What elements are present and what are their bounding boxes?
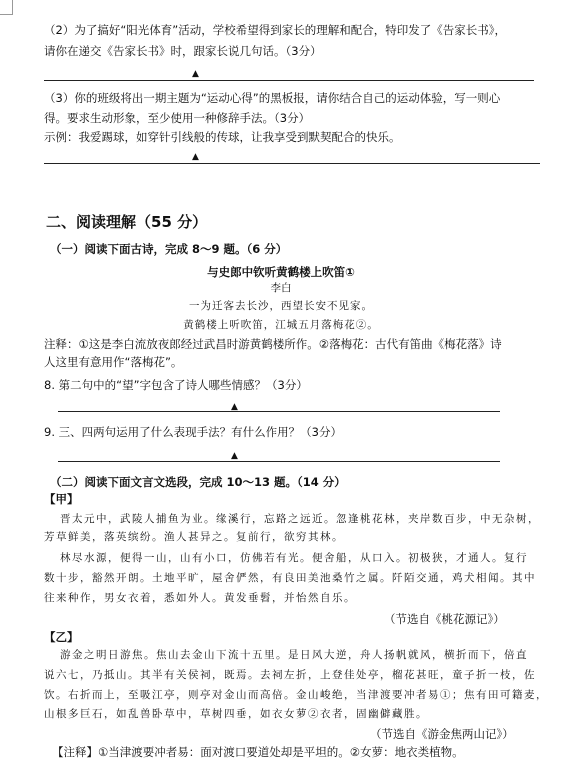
yi-line-1: 游金之明日游焦。焦山去金山下流十五里。是日风大逆，舟人扬帆就风，横折而下，倍直: [60, 649, 528, 661]
section-2-title: 二、阅读理解（55 分）: [46, 213, 208, 231]
jia-source: （节选自《桃花源记》）: [384, 612, 505, 626]
passage-jia-label: 【甲】: [44, 492, 79, 506]
q3-line-2: 得。要求生动形象，至少使用一种修辞手法。（3分）: [44, 111, 311, 125]
q8-answer-line: [58, 411, 500, 412]
q2-line-1: （2）为了搞好“阳光体育”活动，学校希望得到家长的理解和配合，特印发了《告家长书》，: [44, 23, 506, 37]
poem-title: 与史郎中钦听黄鹤楼上吹笛①: [207, 265, 355, 279]
poem-note-line-1: 注释：①这是李白流放夜郎经过武昌时游黄鹤楼所作。②落梅花：古代有笛曲《梅花落》诗: [44, 337, 502, 351]
jia-p2-line-2: 数十步，豁然开朗。土地平旷，屋舍俨然，有良田美池桑竹之属。阡陌交通，鸡犬相闻。其中: [44, 572, 536, 584]
q2-answer-marker: ▲: [192, 69, 199, 79]
jia-p1-line-2: 芳草鲜美，落英缤纷。渔人甚异之。复前行，欲穷其林。: [44, 531, 344, 543]
jia-p2-line-1: 林尽水源，便得一山，山有小口，仿佛若有光。便舍船，从口入。初极狭，才通人。复行: [60, 552, 528, 564]
yi-source: （节选自《游金焦两山记》）: [370, 727, 514, 741]
yi-line-2: 说六七，乃抵山。其半有关侯祠，既焉。去祠左折，上登佳处亭，榴花甚旺，童子折一枝，佐: [44, 669, 536, 681]
part1-heading: （一）阅读下面古诗，完成 8～9 题。（6 分）: [50, 242, 288, 256]
q3-line-1: （3）你的班级将出一期主题为“运动心得”的黑板报，请你结合自己的运动体验，写一则心: [44, 91, 501, 105]
q3-example: 示例：我爱踢球，如穿针引线般的传球，让我享受到默契配合的快乐。: [44, 130, 401, 144]
poem-author: 李白: [270, 282, 292, 294]
q2-line-2: 请你在递交《告家长书》时，跟家长说几句话。（3分）: [44, 44, 322, 58]
yi-note: 【注释】①当津渡要冲者易：面对渡口要道处却是平坦的。②女萝：地衣类植物。: [52, 745, 464, 759]
jia-p1-line-1: 晋太元中，武陵人捕鱼为业。缘溪行，忘路之远近。忽逢桃花林，夹岸数百步，中无杂树，: [60, 513, 540, 525]
q2-answer-line: [44, 80, 534, 81]
q9-answer-line: [58, 461, 500, 462]
passage-yi-label: 【乙】: [44, 630, 79, 644]
q3-answer-marker: ▲: [192, 152, 199, 162]
poem-line-2: 黄鹤楼上听吹笛，江城五月落梅花②。: [183, 319, 379, 331]
yi-line-3: 饮。右折而上，至吸江亭，则亭对金山而高倍。金山峻绝，当津渡要冲者易①；焦有田可籍麦，: [44, 689, 548, 701]
q9-answer-marker: ▲: [231, 451, 238, 461]
page-corner-mark: [0, 0, 13, 15]
poem-line-1: 一为迁客去长沙，西望长安不见家。: [189, 300, 373, 312]
poem-note-line-2: 人这里有意用作“落梅花”。: [44, 355, 183, 369]
question-9: 9. 三、四两句运用了什么表现手法？有什么作用？（3分）: [44, 425, 342, 439]
q3-answer-line: [44, 163, 540, 164]
question-8: 8. 第二句中的“望”字包含了诗人哪些情感？（3分）: [44, 378, 308, 392]
q8-answer-marker: ▲: [231, 402, 238, 412]
yi-line-4: 山根多巨石，如乱兽卧草中，草树四垂，如衣女萝②衣者，固幽僻藏胜。: [44, 708, 428, 720]
jia-p2-line-3: 往来种作，男女衣着，悉如外人。黄发垂髫，并怡然自乐。: [44, 592, 356, 604]
part2-heading: （二）阅读下面文言文选段，完成 10～13 题。（14 分）: [50, 475, 346, 489]
